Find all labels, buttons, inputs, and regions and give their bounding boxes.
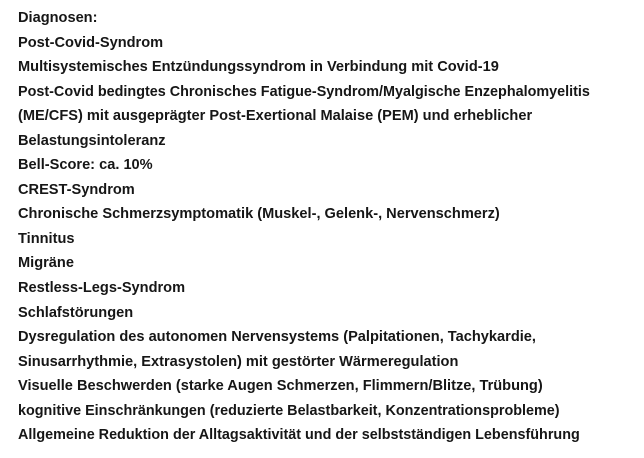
diagnosis-line: kognitive Einschränkungen (reduzierte Belastbarkeit, Konzentrationsprobleme) [18,402,560,419]
diagnosis-line: Belastungsintoleranz [18,132,166,149]
diagnosis-line: Post-Covid bedingtes Chronisches Fatigue-Syndrom/Myalgische Enzephalomyelitis [18,83,590,100]
diagnosis-line: Sinusarrhythmie, Extrasystolen) mit gestörter Wärmeregulation [18,353,459,370]
diagnosis-line: Chronische Schmerzsymptomatik (Muskel-, Gelenk-, Nervenschmerz) [18,206,500,223]
diagnosis-line: (ME/CFS) mit ausgeprägter Post-Exertional Malaise (PEM) und erheblicher [18,108,533,125]
diagnosis-document [18,6,638,448]
diagnosis-line: Bell-Score: ca. 10% [18,157,153,174]
diagnosis-line: Tinnitus [18,230,75,247]
diagnosis-line: Dysregulation des autonomen Nervensystems (Palpitationen, Tachykardie, [18,329,536,346]
diagnosis-line: CREST-Syndrom [18,181,135,198]
diagnosis-line: Post-Covid-Syndrom [18,34,164,51]
heading-diagnosen: Diagnosen: [18,10,98,26]
diagnosis-line: Schlafstörungen [18,304,134,321]
diagnosis-line: Restless-Legs-Syndrom [18,280,186,297]
diagnosis-line: Allgemeine Reduktion der Alltagsaktivität und der selbstständigen Lebensführung [18,427,580,444]
diagnosis-line: Visuelle Beschwerden (starke Augen Schmerzen, Flimmern/Blitze, Trübung) [18,378,543,395]
diagnosis-line: Migräne [18,255,74,272]
diagnosis-line: Multisystemisches Entzündungssyndrom in Verbindung mit Covid-19 [18,59,499,76]
